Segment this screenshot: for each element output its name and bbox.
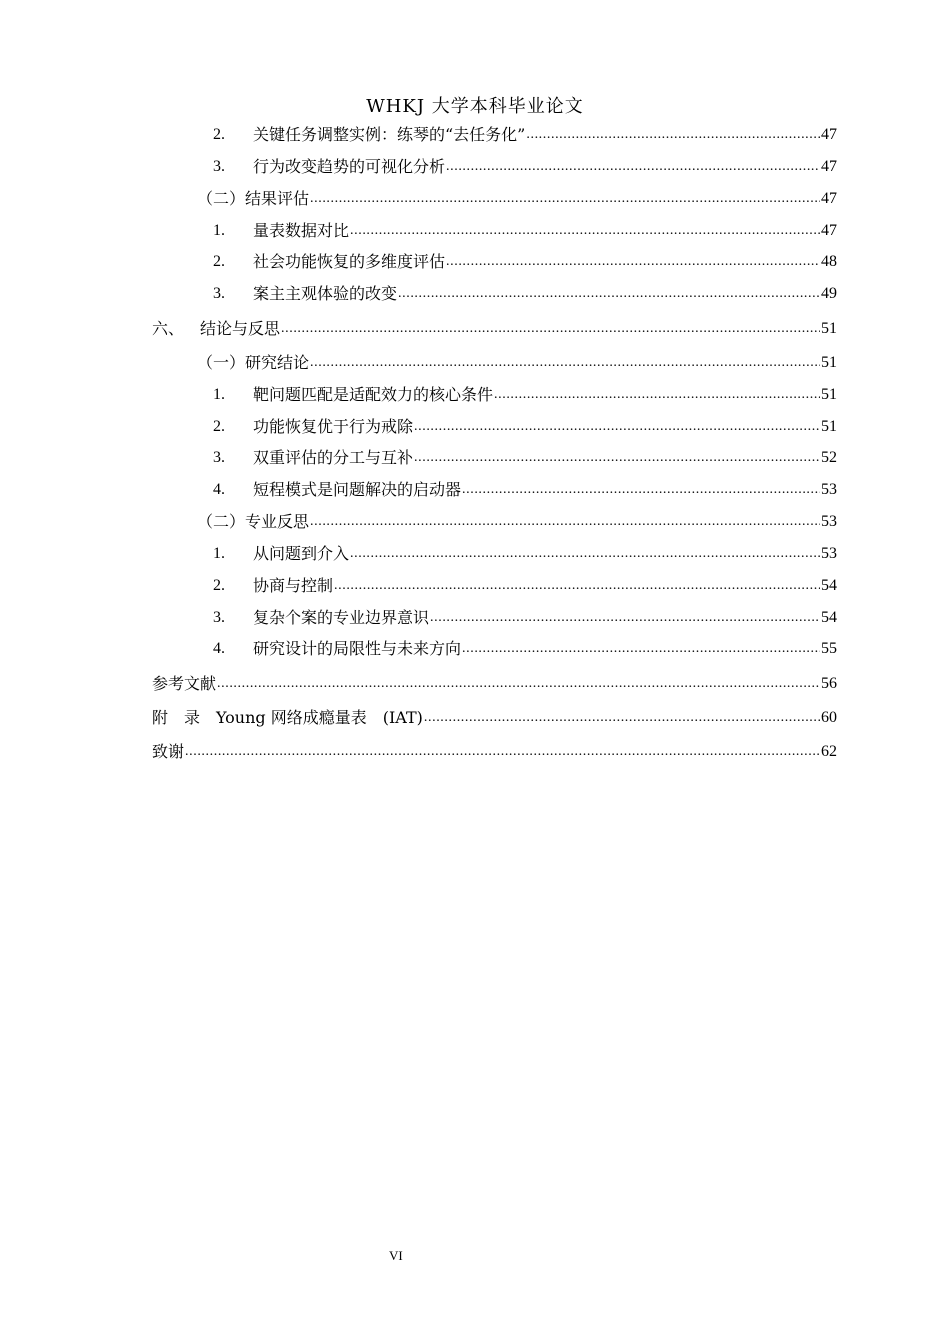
toc-entry[interactable]	[152, 704, 837, 728]
toc-entry-title: 社会功能恢复的多维度评估	[253, 252, 446, 271]
toc-entry-title: 协商与控制	[253, 576, 334, 595]
toc-entry-page: 47	[821, 158, 837, 175]
toc-entry-title: 附 录 Young 网络成瘾量表 (IAT)	[152, 708, 423, 727]
toc-entry-page: 60	[821, 709, 837, 726]
toc-entry-title: （二）结果评估	[197, 189, 310, 208]
toc-entry-number: 3.	[213, 285, 225, 302]
toc-entry-number: 2.	[213, 577, 225, 594]
toc-entry-number: 1.	[213, 545, 225, 562]
toc-entry[interactable]	[213, 413, 837, 437]
dot-leader	[462, 639, 820, 659]
dot-leader	[281, 319, 820, 339]
dot-leader	[414, 417, 820, 437]
toc-entry[interactable]	[197, 349, 837, 373]
toc-entry[interactable]	[197, 508, 837, 532]
dot-leader	[185, 742, 820, 762]
page-number: VI	[389, 1248, 403, 1263]
toc-entry-page: 54	[821, 577, 837, 594]
toc-entry[interactable]	[213, 217, 837, 241]
toc-entry-page: 53	[821, 513, 837, 530]
dot-leader	[334, 576, 820, 596]
toc-entry-title: 短程模式是问题解决的启动器	[253, 480, 462, 499]
toc-entry-number: 2.	[213, 253, 225, 270]
toc-entry-title: 靶问题匹配是适配效力的核心条件	[253, 385, 494, 404]
toc-entry-page: 54	[821, 609, 837, 626]
dot-leader	[310, 512, 820, 532]
toc-entry[interactable]	[152, 315, 837, 339]
toc-entry-title: 从问题到介入	[253, 544, 350, 563]
toc-entry-page: 48	[821, 253, 837, 270]
toc-entry[interactable]	[197, 185, 837, 209]
toc-entry[interactable]	[213, 476, 837, 500]
toc-entry-title: 致谢	[152, 742, 185, 761]
toc-entry-page: 55	[821, 640, 837, 657]
dot-leader	[310, 189, 820, 209]
toc-entry[interactable]	[213, 604, 837, 628]
dot-leader	[430, 608, 820, 628]
toc-entry[interactable]	[213, 444, 837, 468]
toc-entry[interactable]	[213, 572, 837, 596]
toc-entry-page: 62	[821, 743, 837, 760]
toc-entry-number: 3.	[213, 449, 225, 466]
toc-entry[interactable]	[152, 738, 837, 762]
dot-leader	[414, 448, 820, 468]
toc-entry-number: 2.	[213, 126, 225, 143]
toc-entry-page: 47	[821, 126, 837, 143]
page-header: WHKJ 大学本科毕业论文	[366, 96, 584, 117]
toc-entry-page: 47	[821, 190, 837, 207]
toc-entry-title: 研究设计的局限性与未来方向	[253, 639, 462, 658]
toc-entry-title: 量表数据对比	[253, 221, 350, 240]
toc-entry[interactable]	[213, 153, 837, 177]
dot-leader	[494, 385, 820, 405]
toc-entry[interactable]	[213, 540, 837, 564]
dot-leader	[350, 544, 820, 564]
toc-entry-page: 47	[821, 222, 837, 239]
toc-entry-page: 56	[821, 675, 837, 692]
toc-entry-title: 复杂个案的专业边界意识	[253, 608, 430, 627]
dot-leader	[526, 125, 820, 145]
toc-entry-number: 4.	[213, 481, 225, 498]
toc-entry[interactable]	[213, 280, 837, 304]
toc-entry[interactable]	[213, 248, 837, 272]
toc-entry[interactable]	[152, 670, 837, 694]
dot-leader	[446, 157, 820, 177]
dot-leader	[446, 252, 820, 272]
toc-entry-title: 参考文献	[152, 674, 217, 693]
dot-leader	[398, 284, 820, 304]
toc-entry-title: 案主主观体验的改变	[253, 284, 398, 303]
toc-entry-page: 51	[821, 320, 837, 337]
toc-entry-number: 3.	[213, 609, 225, 626]
dot-leader	[350, 221, 820, 241]
toc-entry-title: （二）专业反思	[197, 512, 310, 531]
toc-entry-title: 关键任务调整实例：练琴的“去任务化”	[253, 125, 526, 144]
toc-entry-page: 53	[821, 545, 837, 562]
toc-entry-number: 3.	[213, 158, 225, 175]
toc-entry-page: 49	[821, 285, 837, 302]
toc-entry-title: 结论与反思	[200, 319, 281, 338]
dot-leader	[462, 480, 820, 500]
toc-entry-title: 双重评估的分工与互补	[253, 448, 414, 467]
toc-entry-title: 功能恢复优于行为戒除	[253, 417, 414, 436]
toc-entry-number: 4.	[213, 640, 225, 657]
toc-entry-title: 行为改变趋势的可视化分析	[253, 157, 446, 176]
toc-entry[interactable]	[213, 381, 837, 405]
toc-entry-page: 51	[821, 418, 837, 435]
dot-leader	[310, 353, 820, 373]
toc-entry-number: 六、	[152, 319, 185, 338]
toc-entry-number: 1.	[213, 222, 225, 239]
toc-entry[interactable]	[213, 121, 837, 145]
toc-entry-page: 51	[821, 354, 837, 371]
toc-entry-page: 51	[821, 386, 837, 403]
toc-entry-number: 1.	[213, 386, 225, 403]
dot-leader	[424, 708, 820, 728]
toc-entry-number: 2.	[213, 418, 225, 435]
toc-entry-page: 53	[821, 481, 837, 498]
dot-leader	[217, 674, 820, 694]
toc-entry-title: （一）研究结论	[197, 353, 310, 372]
toc-entry-page: 52	[821, 449, 837, 466]
toc-entry[interactable]	[213, 635, 837, 659]
